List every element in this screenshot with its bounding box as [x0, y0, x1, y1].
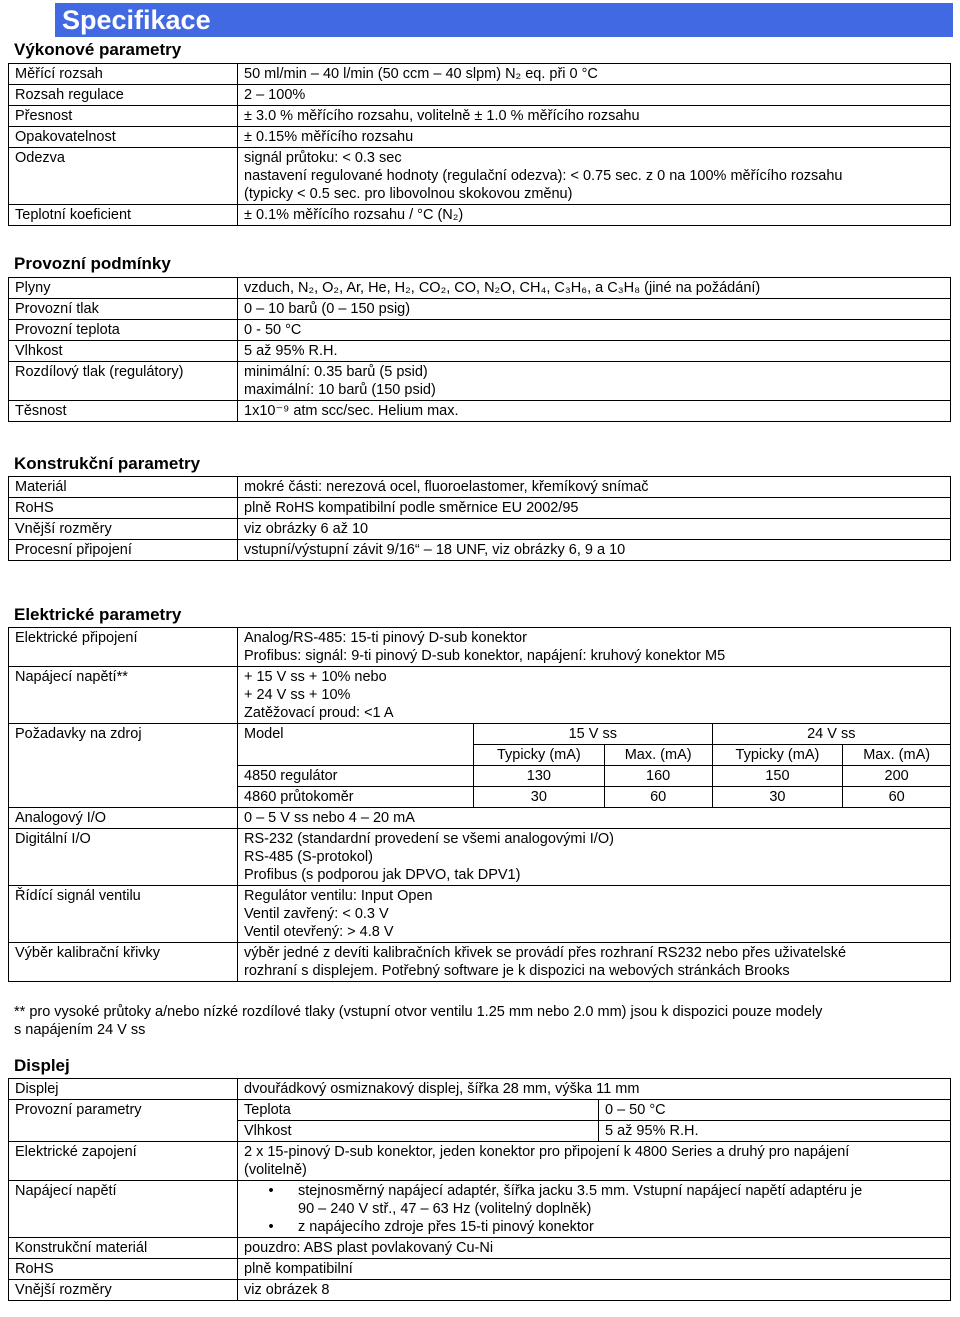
row-value [238, 498, 951, 519]
row-key: Vnější rozměry [9, 1280, 238, 1301]
value-line: stejnosměrný napájecí adaptér, šířka jacku 3.5 mm. Vstupní napájecí napětí adaptéru je [298, 1183, 863, 1199]
param-value: 5 až 95% R.H. [605, 1123, 699, 1139]
table-row [9, 1100, 951, 1142]
row-value [238, 943, 951, 982]
table-row [9, 127, 951, 148]
row-value [238, 127, 951, 148]
table-row [9, 148, 951, 205]
param-name: Vlhkost [238, 1121, 599, 1142]
row-key: Požadavky na zdroj [9, 724, 238, 808]
table-row [9, 64, 951, 85]
model-header: Model [238, 724, 474, 745]
row-value [238, 886, 951, 943]
row-value [238, 540, 951, 561]
row-value [238, 205, 951, 226]
current-value: 200 [843, 766, 950, 787]
row-key: Elektrické zapojení [9, 1142, 238, 1181]
row-key: Vnější rozměry [9, 519, 238, 540]
power-requirements-table [238, 724, 950, 807]
row-key: Teplotní koeficient [9, 205, 238, 226]
value-line: 0 – 5 V ss nebo 4 – 20 mA [244, 810, 415, 826]
value-line: Profibus (s podporou jak DPVO, tak DPV1) [244, 867, 521, 883]
table-row [9, 106, 951, 127]
value-line: výběr jedné z devíti kalibračních křivek se provádí přes rozhraní RS232 nebo přes uživatelské [244, 945, 847, 961]
row-key: Provozní parametry [9, 1100, 238, 1142]
value-line: Ventil zavřený: < 0.3 V [244, 906, 389, 922]
value-line: maximální: 10 barů (150 psid) [244, 382, 436, 398]
footnote [14, 1003, 914, 1039]
table-row [9, 278, 951, 299]
value-line: ± 0.1% měřícího rozsahu / °C (N₂) [244, 207, 464, 223]
row-value [238, 519, 951, 540]
row-key: Vlhkost [9, 341, 238, 362]
param-value: 0 – 50 °C [599, 1100, 951, 1121]
typ-header-24: Typicky (mA) [712, 745, 843, 766]
row-value [238, 829, 951, 886]
performance-table [8, 63, 951, 226]
row-value: plně kompatibilní [238, 1259, 951, 1280]
table-row [9, 477, 951, 498]
value-line: viz obrázky 6 až 10 [244, 521, 369, 537]
electrical-table [8, 627, 951, 982]
row-value [238, 278, 951, 299]
table-row [9, 1142, 951, 1181]
value-line: ± 0.15% měřícího rozsahu [244, 129, 414, 145]
current-value: 150 [712, 766, 843, 787]
bullet-item [244, 1182, 944, 1218]
row-value [238, 299, 951, 320]
row-key: RoHS [9, 1259, 238, 1280]
value-line: 90 – 240 V stř., 47 – 63 Hz (volitelný doplněk) [298, 1201, 592, 1217]
value-line: Ventil otevřený: > 4.8 V [244, 924, 394, 940]
v24-header: 24 V ss [807, 726, 856, 742]
value-line: 2 x 15-pinový D-sub konektor, jeden konektor pro připojení k 4800 Series a druhý pro napájení [244, 1144, 850, 1160]
bullet-item [244, 1218, 944, 1236]
v15-header: 15 V ss [474, 724, 713, 745]
value-line: Profibus: signál: 9-ti pinový D-sub konektor, napájení: kruhový konektor M5 [244, 648, 726, 664]
table-row [9, 299, 951, 320]
row-value [238, 320, 951, 341]
value-line: Zatěžovací proud: <1 A [244, 705, 394, 721]
table-row [9, 724, 951, 808]
section-heading-electrical: Elektrické parametry [14, 605, 182, 624]
value-line: (volitelně) [244, 1162, 307, 1178]
row-key: Výběr kalibrační křivky [9, 943, 238, 982]
row-key: RoHS [9, 498, 238, 519]
value-line: Regulátor ventilu: Input Open [244, 888, 433, 904]
row-value [238, 667, 951, 724]
row-key: Konstrukční materiál [9, 1238, 238, 1259]
row-value [238, 64, 951, 85]
current-value: 130 [474, 766, 605, 787]
row-key: Opakovatelnost [9, 127, 238, 148]
value-line: signál průtoku: < 0.3 sec [244, 150, 402, 166]
value-line: Analog/RS-485: 15-ti pinový D-sub konektor [244, 630, 527, 646]
row-key: Provozní tlak [9, 299, 238, 320]
current-value: 30 [474, 787, 605, 808]
typ-header-15: Typicky (mA) [474, 745, 605, 766]
row-key: Napájecí napětí** [9, 667, 238, 724]
section-heading-performance: Výkonové parametry [14, 40, 182, 59]
table-row [9, 1259, 951, 1280]
row-key: Materiál [9, 477, 238, 498]
row-key: Měřící rozsah [9, 64, 238, 85]
table-row [9, 540, 951, 561]
table-row [9, 362, 951, 401]
value-line: z napájecího zdroje přes 15-ti pinový konektor [298, 1219, 594, 1235]
table-row [9, 205, 951, 226]
operating-table [8, 277, 951, 422]
table-row [9, 1181, 951, 1238]
row-key: Rozdílový tlak (regulátory) [9, 362, 238, 401]
bullet-icon: • [268, 1183, 274, 1199]
section-heading-construction: Konstrukční parametry [14, 454, 201, 473]
table-row [9, 341, 951, 362]
section-heading-operating: Provozní podmínky [14, 254, 171, 273]
row-value [238, 148, 951, 205]
row-value: viz obrázek 8 [238, 1280, 951, 1301]
value-line: 2 – 100% [244, 87, 306, 103]
current-value: 160 [604, 766, 712, 787]
row-value [238, 628, 951, 667]
value-line: RS-232 (standardní provedení se všemi analogovými I/O) [244, 831, 614, 847]
row-value [238, 808, 951, 829]
max-header-24: Max. (mA) [843, 745, 950, 766]
table-row [9, 943, 951, 982]
table-row [9, 1280, 951, 1301]
value-line: RS-485 (S-protokol) [244, 849, 373, 865]
row-key: Rozsah regulace [9, 85, 238, 106]
value-line: vzduch, N₂, O₂, Ar, He, H₂, CO₂, CO, N₂O, CH₄, C₃H₆, a C₃H₈ (jiné na požádání) [244, 280, 761, 296]
current-value: 30 [712, 787, 843, 808]
operating-params-table [238, 1100, 950, 1141]
row-value: pouzdro: ABS plast povlakovaný Cu-Ni [238, 1238, 951, 1259]
value-line: 5 až 95% R.H. [244, 343, 338, 359]
value-line: ± 3.0 % měřícího rozsahu, volitelně ± 1.0 % měřícího rozsahu [244, 108, 640, 124]
table-row [9, 628, 951, 667]
row-key: Řídící signál ventilu [9, 886, 238, 943]
value-line: minimální: 0.35 barů (5 psid) [244, 364, 428, 380]
row-key: Plyny [9, 278, 238, 299]
value-line: 0 - 50 °C [244, 322, 302, 338]
value-line: plně RoHS kompatibilní podle směrnice EU 2002/95 [244, 500, 579, 516]
row-value [238, 341, 951, 362]
title-banner [55, 3, 953, 37]
row-value [238, 362, 951, 401]
value-line: 0 – 10 barů (0 – 150 psig) [244, 301, 411, 317]
value-line: + 24 V ss + 10% [244, 687, 351, 703]
table-row [9, 1079, 951, 1100]
current-value: 60 [843, 787, 950, 808]
current-value: 60 [604, 787, 712, 808]
display-table [8, 1078, 951, 1301]
table-row [9, 886, 951, 943]
value-line: nastavení regulované hodnoty (regulační odezva): < 0.75 sec. z 0 na 100% měřícího rozsahu [244, 168, 843, 184]
row-value [238, 477, 951, 498]
row-key: Elektrické připojení [9, 628, 238, 667]
row-value [238, 106, 951, 127]
row-value [238, 85, 951, 106]
footnote-line: ** pro vysoké průtoky a/nebo nízké rozdílové tlaky (vstupní otvor ventilu 1.25 mm nebo 2.0 mm) jsou k dispozici pouze modely [14, 1004, 823, 1020]
footnote-line: s napájením 24 V ss [14, 1022, 146, 1038]
row-value [238, 1142, 951, 1181]
value-line: (typicky < 0.5 sec. pro libovolnou skokovou změnu) [244, 186, 573, 202]
value-line: vstupní/výstupní závit 9/16“ – 18 UNF, viz obrázky 6, 9 a 10 [244, 542, 626, 558]
table-row [9, 808, 951, 829]
row-value [238, 401, 951, 422]
table-row [238, 766, 950, 787]
max-header-15: Max. (mA) [604, 745, 712, 766]
section-heading-display: Displej [14, 1056, 70, 1075]
table-row [238, 787, 950, 808]
row-key: Provozní teplota [9, 320, 238, 341]
row-value [238, 1100, 951, 1142]
row-key: Těsnost [9, 401, 238, 422]
row-key: Přesnost [9, 106, 238, 127]
table-row [9, 401, 951, 422]
row-key: Digitální I/O [9, 829, 238, 886]
bullet-icon: • [268, 1219, 274, 1235]
value-line: mokré části: nerezová ocel, fluoroelastomer, křemíkový snímač [244, 479, 649, 495]
row-key: Displej [9, 1079, 238, 1100]
table-row [9, 519, 951, 540]
row-key: Napájecí napětí [9, 1181, 238, 1238]
table-row [9, 1238, 951, 1259]
row-value [238, 1181, 951, 1238]
table-row [9, 320, 951, 341]
row-key: Procesní připojení [9, 540, 238, 561]
table-row [9, 85, 951, 106]
model-name: 4850 regulátor [238, 766, 474, 787]
row-key: Odezva [9, 148, 238, 205]
table-row [9, 498, 951, 519]
value-line: rozhraní s displejem. Potřebný software je k dispozici na webových stránkách Brooks [244, 963, 790, 979]
table-row [9, 829, 951, 886]
construction-table [8, 476, 951, 561]
value-line: + 15 V ss + 10% nebo [244, 669, 387, 685]
table-row [9, 667, 951, 724]
param-name: Teplota [238, 1100, 599, 1121]
row-key: Analogový I/O [9, 808, 238, 829]
value-line: 1x10⁻⁹ atm scc/sec. Helium max. [244, 403, 459, 419]
power-requirements-cell [238, 724, 951, 808]
model-name: 4860 průtokoměr [238, 787, 474, 808]
value-line: 50 ml/min – 40 l/min (50 ccm – 40 slpm) N₂ eq. při 0 °C [244, 66, 598, 82]
page-title: Specifikace [62, 5, 211, 35]
row-value: dvouřádkový osmiznakový displej, šířka 28 mm, výška 11 mm [238, 1079, 951, 1100]
